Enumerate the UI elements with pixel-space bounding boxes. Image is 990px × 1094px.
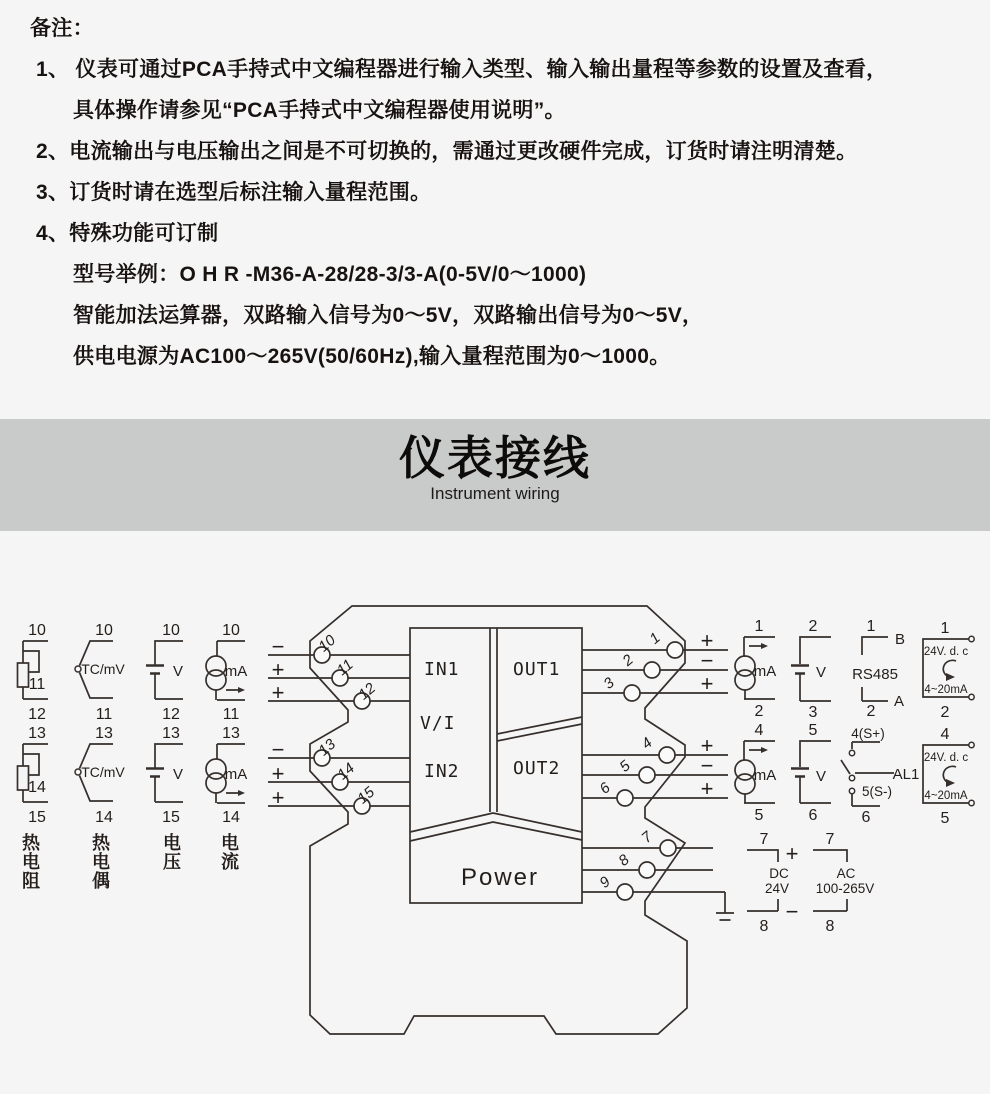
rtd-top-resistor (18, 663, 29, 687)
rtd-label-char: 阻 (22, 871, 40, 891)
terminal-screw (639, 862, 655, 878)
output-symbol-loop1 (923, 620, 974, 721)
input-symbol-thermocouple (75, 622, 125, 891)
polarity-sign: − (271, 737, 285, 762)
loop1-term: 2 (940, 704, 950, 721)
loop2-line2: 4~20mA (924, 790, 968, 802)
volt-label-char: 电 (163, 833, 181, 853)
v2-sym: V (815, 768, 827, 785)
section-subtitle: Instrument wiring (430, 484, 560, 503)
module-label-power: Power (460, 864, 540, 891)
output-symbol-rs485 (852, 618, 905, 720)
module-label-in1: IN1 (424, 659, 460, 680)
rs485-sym: RS485 (852, 666, 898, 683)
loop-arrowhead-icon (946, 673, 955, 681)
terminal-screw (644, 662, 660, 678)
terminal-number: 15 (354, 783, 378, 808)
rtd-term: 10 (28, 622, 46, 639)
ma1-source (735, 670, 755, 690)
tc-bot-junction (75, 769, 81, 775)
volt-top-battery (146, 666, 164, 674)
ac-term: 7 (825, 831, 835, 848)
volt-term: 15 (162, 809, 180, 826)
curr-term: 11 (222, 706, 240, 723)
loop-arrow-icon (943, 660, 956, 677)
rs485-pin-b: B (894, 631, 906, 648)
tc-label-char: 偶 (92, 871, 110, 891)
module-label-vi: V/I (420, 713, 456, 734)
ac-line1: AC (836, 866, 856, 881)
terminal-screw (624, 685, 640, 701)
power-option-dc (747, 831, 798, 935)
input-symbol-rtd (18, 622, 49, 891)
relay-contact (849, 775, 854, 780)
ma2-term: 5 (754, 807, 764, 824)
ac-term: 8 (825, 918, 835, 935)
tc-sym: TC/mV (81, 661, 125, 677)
output-symbol-loop2 (923, 726, 974, 827)
section-banner (0, 419, 990, 531)
terminal-screw (660, 840, 676, 856)
loop1-term: 1 (940, 620, 950, 637)
tc-term: 10 (95, 622, 113, 639)
polarity-sign: + (700, 628, 714, 653)
rtd-term: 15 (28, 809, 46, 826)
arrow-right-icon (761, 643, 768, 649)
tc-label-char: 热 (92, 833, 110, 853)
terminal-number: 11 (333, 656, 357, 680)
tc-term: 14 (95, 809, 113, 826)
curr-term: 14 (222, 809, 240, 826)
ma1-term: 1 (754, 618, 764, 635)
terminal-screw (617, 884, 633, 900)
relay-term-sminus: 5(S-) (862, 784, 892, 799)
rs485-term: 1 (866, 618, 876, 635)
polarity-sign: + (700, 671, 714, 696)
terminal-number: 3 (600, 674, 618, 693)
note-line-2: 2、电流输出与电压输出之间是不可切换的，需通过更改硬件完成，订货时请注明清楚。 (36, 140, 858, 163)
v1-term: 2 (808, 618, 818, 635)
ma2-term: 4 (754, 722, 764, 739)
notes-heading: 备注： (30, 17, 94, 40)
tc-sym: TC/mV (81, 764, 125, 780)
note-line-1: 1、 仪表可通过PCA手持式中文编程器进行输入类型、输入输出量程等参数的设置及查看， (36, 58, 888, 81)
loop-arrowhead-icon (946, 779, 955, 787)
curr-sym: mA (224, 663, 248, 680)
rs485-pin-a: A (893, 693, 905, 710)
dc-minus-sign: − (785, 899, 799, 924)
terminal-number: 6 (596, 779, 614, 798)
polarity-sign: + (271, 657, 285, 682)
polarity-sign: + (271, 785, 285, 810)
terminal-number: 4 (638, 734, 656, 753)
curr-top-source (206, 670, 226, 690)
polarity-sign: + (271, 680, 285, 705)
curr-bot-source (206, 773, 226, 793)
terminal-screw (659, 747, 675, 763)
arrow-right-icon (238, 790, 245, 796)
volt-sym: V (172, 766, 184, 783)
tc-term: 13 (95, 725, 113, 742)
note-line-4: 4、特殊功能可订制 (36, 222, 219, 245)
terminal-number: 7 (638, 828, 656, 847)
output-symbol-v2 (791, 722, 831, 824)
output-symbol-v1 (791, 618, 831, 721)
output-symbol-ma1 (735, 618, 776, 720)
output-symbol-ma2 (735, 722, 776, 824)
input-symbol-voltage (146, 622, 183, 872)
terminal-number: 5 (616, 757, 634, 776)
module-label-in2: IN2 (424, 761, 460, 782)
tc-top-junction (75, 666, 81, 672)
loop2-pin (969, 800, 974, 805)
terminal-screw (617, 790, 633, 806)
v2-battery (791, 769, 809, 777)
polarity-sign: + (700, 733, 714, 758)
rtd-term: 11 (28, 676, 46, 693)
volt-label-char: 压 (163, 852, 181, 872)
polarity-sign: + (271, 761, 285, 786)
polarity-sign: − (700, 753, 714, 778)
v1-term: 3 (808, 704, 818, 721)
rtd-bot-resistor (18, 766, 29, 790)
tc-term: 11 (95, 706, 113, 723)
curr-label-char: 流 (221, 852, 239, 872)
dc-line2: 24V (764, 881, 790, 896)
dc-term: 8 (759, 918, 769, 935)
loop2-term: 5 (940, 810, 950, 827)
notes-section (0, 8, 990, 377)
volt-term: 10 (162, 622, 180, 639)
tc-label-char: 电 (92, 852, 110, 872)
module-label-out1: OUT1 (513, 659, 561, 680)
relay-term-splus: 4(S+) (851, 726, 885, 741)
curr-label-char: 电 (221, 833, 239, 853)
section-title: 仪表接线 (399, 432, 591, 484)
rs485-term: 2 (866, 703, 876, 720)
ma1-sym: mA (753, 663, 777, 680)
rtd-label-char: 热 (22, 833, 40, 853)
terminal-number: 12 (355, 679, 379, 704)
output-symbol-relay-al1 (841, 726, 919, 826)
loop1-line1: 24V. d. c (923, 646, 969, 658)
curr-sym: mA (224, 766, 248, 783)
curr-term: 13 (222, 725, 240, 742)
terminal-number: 8 (615, 851, 633, 870)
terminal-number: 13 (315, 735, 339, 760)
note-line-4c: 智能加法运算器，双路输入信号为0～5V，双路输出信号为0～5V， (73, 304, 704, 327)
dc-plus-sign: + (785, 841, 799, 866)
relay-sym: AL1 (892, 766, 920, 783)
wiring-diagram (0, 555, 990, 1094)
polarity-sign: + (700, 776, 714, 801)
v1-battery (791, 666, 809, 674)
loop1-line2: 4~20mA (924, 684, 968, 696)
terminal-screw (639, 767, 655, 783)
note-line-3: 3、订货时请在选型后标注输入量程范围。 (36, 181, 432, 204)
v2-term: 5 (808, 722, 818, 739)
v1-sym: V (815, 664, 827, 681)
note-line-4d: 供电电源为AC100～265V(50/60Hz),输入量程范围为0～1000。 (73, 345, 671, 368)
relay-term: 6 (861, 809, 871, 826)
volt-sym: V (172, 663, 184, 680)
relay-contact (849, 788, 854, 793)
v2-term: 6 (808, 807, 818, 824)
terminal-screw (667, 642, 683, 658)
ma2-source (735, 774, 755, 794)
volt-term: 12 (162, 706, 180, 723)
module-label-out2: OUT2 (513, 758, 561, 779)
rtd-term: 13 (28, 725, 46, 742)
rtd-label-char: 电 (22, 852, 40, 872)
terminal-number: 14 (334, 759, 358, 784)
relay-contact (849, 750, 854, 755)
ma1-term: 2 (754, 703, 764, 720)
note-line-4b: 型号举例：O H R -M36-A-28/28-3/3-A(0-5V/0～1000) (73, 263, 587, 286)
terminal-number: 9 (596, 873, 614, 892)
ground-icon (716, 892, 734, 920)
loop2-line1: 24V. d. c (923, 752, 969, 764)
terminal-number: 2 (619, 651, 637, 670)
polarity-sign: − (700, 648, 714, 673)
dc-term: 7 (759, 831, 769, 848)
rtd-term: 14 (28, 779, 46, 796)
polarity-sign: − (271, 634, 285, 659)
terminal-number: 10 (315, 631, 339, 656)
ac-line2: 100-265V (815, 881, 875, 896)
volt-term: 13 (162, 725, 180, 742)
loop1-pin (969, 636, 974, 641)
arrow-right-icon (238, 687, 245, 693)
arrow-right-icon (761, 747, 768, 753)
power-option-ac (813, 831, 874, 935)
loop-arrow-icon (943, 766, 956, 783)
ma2-sym: mA (753, 767, 777, 784)
curr-term: 10 (222, 622, 240, 639)
loop2-term: 4 (940, 726, 950, 743)
dc-line1: DC (769, 866, 789, 881)
loop1-pin (969, 694, 974, 699)
rtd-term: 12 (28, 706, 46, 723)
volt-bot-battery (146, 769, 164, 777)
note-line-1b: 具体操作请参见“PCA手持式中文编程器使用说明”。 (73, 99, 566, 122)
terminal-number: 1 (646, 629, 664, 648)
loop2-pin (969, 742, 974, 747)
input-symbol-current (206, 622, 247, 872)
